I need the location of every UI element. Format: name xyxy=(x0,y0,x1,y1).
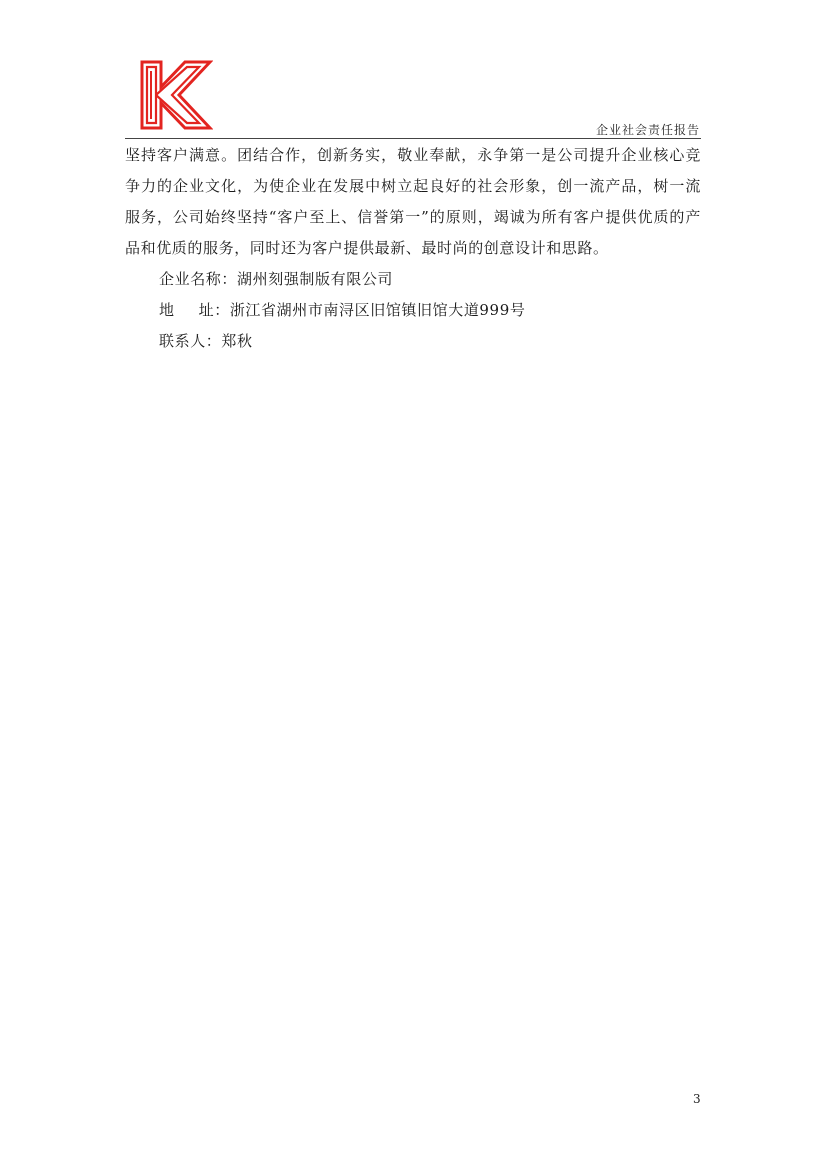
contact-line xyxy=(125,326,701,357)
page-number: 3 xyxy=(693,1092,701,1106)
address-label-second: 址： xyxy=(198,301,230,319)
k-logo-icon xyxy=(139,59,213,131)
address-label-first: 地 xyxy=(159,301,175,319)
company-name-label: 企业名称： xyxy=(159,270,238,288)
company-name-line xyxy=(125,264,701,295)
address-value: 浙江省湖州市南浔区旧馆镇旧馆大道999号 xyxy=(229,301,526,319)
document-body xyxy=(125,140,701,357)
report-title: 企业社会责任报告 xyxy=(595,123,700,137)
contact-value: 郑秋 xyxy=(221,332,253,350)
contact-label: 联系人： xyxy=(159,332,222,350)
address-line xyxy=(125,295,701,326)
header-divider xyxy=(125,138,701,139)
company-name-value: 湖州刻强制版有限公司 xyxy=(237,270,394,288)
culture-paragraph: 坚持客户满意。团结合作，创新务实，敬业奉献，永争第一是公司提升企业核心竞争力的企业文化，为使企业在发展中树立起良好的社会形象，创一流产品，树一流服务，公司始终坚持“客户至上、信誉第一”的原则，竭诚为所有客户提供优质的产品和优质的服务，同时还为客户提供最新、最时尚的创意设计和思路。 xyxy=(125,146,701,257)
